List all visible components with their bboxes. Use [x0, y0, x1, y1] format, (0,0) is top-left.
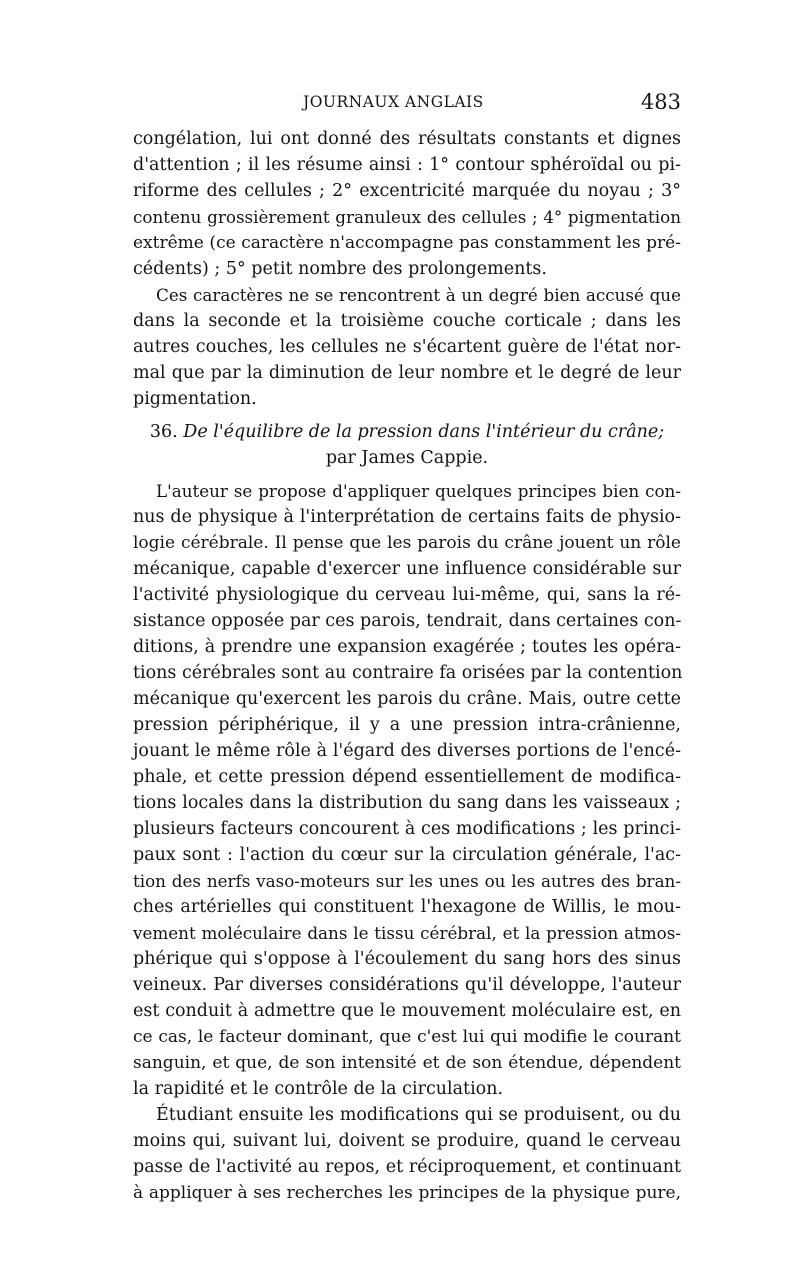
text-line: L'auteur se propose d'appliquer quelques principes bien con-	[156, 481, 681, 501]
text-line: ce cas, le facteur dominant, que c'est lui qui modifie le courant	[133, 1027, 681, 1047]
text-line: ches artérielles qui constituent l'hexagone de Willis, le mou-	[133, 897, 681, 917]
text-line: veineux. Par diverses considérations qu'il développe, l'auteur	[133, 975, 681, 995]
text-line: tion des nerfs vaso-moteurs sur les unes ou les autres des bran-	[133, 871, 681, 891]
text-line: riforme des cellules ; 2° excentricité marquée du noyau ; 3°	[133, 181, 681, 201]
text-line: dans la seconde et la troisième couche corticale ; dans les	[133, 311, 681, 331]
article-number: 36.	[149, 422, 178, 442]
text-line: plusieurs facteurs concourent à ces modifications ; les princi-	[133, 819, 681, 839]
text-line: tions locales dans la distribution du sang dans les vaisseaux ;	[133, 793, 681, 813]
text-line: la rapidité et le contrôle de la circulation.	[133, 1079, 504, 1099]
text-line: l'activité physiologique du cerveau lui-même, qui, sans la ré-	[133, 585, 681, 605]
text-line: extrême (ce caractère n'accompagne pas constamment les pré-	[133, 233, 681, 253]
text-line: est conduit à admettre que le mouvement moléculaire est, en	[133, 1001, 681, 1021]
page-number: 483	[640, 90, 681, 114]
text-line: congélation, lui ont donné des résultats constants et dignes	[133, 129, 681, 149]
text-line: pression périphérique, il y a une pression intra-crânienne,	[133, 715, 681, 735]
text-line: cédents) ; 5° petit nombre des prolongements.	[133, 259, 547, 279]
text-line: jouant le même rôle à l'égard des diverses portions de l'encé-	[133, 741, 681, 761]
text-line: Étudiant ensuite les modifications qui se produisent, ou du	[156, 1105, 681, 1125]
text-line: ditions, à prendre une expansion exagérée ; toutes les opéra-	[133, 637, 681, 657]
text-line: contenu grossièrement granuleux des cellules ; 4° pigmentation	[133, 207, 681, 227]
text-line: paux sont : l'action du cœur sur la circulation générale, l'ac-	[133, 845, 681, 865]
text-line: tions cérébrales sont au contraire fa orisées par la contention	[133, 663, 683, 683]
text-line: logie cérébrale. Il pense que les parois du crâne jouent un rôle	[133, 533, 681, 553]
article-author: par James Cappie.	[325, 448, 489, 468]
article-title-line	[133, 419, 681, 445]
text-line: sanguin, et que, de son intensité et de son étendue, dépendent	[133, 1053, 681, 1073]
running-head-title: JOURNAUX ANGLAIS	[303, 93, 484, 111]
text-line: passe de l'activité au repos, et réciproquement, et continuant	[133, 1157, 681, 1177]
text-line: pigmentation.	[133, 389, 257, 409]
text-line: mal que par la diminution de leur nombre et le degré de leur	[133, 363, 681, 383]
running-head	[133, 90, 681, 121]
text-line: d'attention ; il les résume ainsi : 1° contour sphéroïdal ou pi-	[133, 155, 681, 175]
text-line: vement moléculaire dans le tissu cérébral, et la pression atmos-	[133, 923, 681, 943]
text-line: phérique qui s'oppose à l'écoulement du sang hors des sinus	[133, 949, 681, 969]
text-line: sistance opposée par ces parois, tendrait, dans certaines con-	[133, 611, 682, 631]
text-line: Ces caractères ne se rencontrent à un degré bien accusé que	[156, 285, 681, 305]
article-title: De l'équilibre de la pression dans l'intérieur du crâne;	[183, 422, 665, 442]
text-line: nus de physique à l'interprétation de certains faits de physio-	[133, 507, 681, 527]
text-line: phale, et cette pression dépend essentiellement de modifica-	[133, 767, 681, 787]
text-line: à appliquer à ses recherches les principes de la physique pure,	[133, 1183, 681, 1203]
text-line: mécanique, capable d'exercer une influence considérable sur	[133, 559, 681, 579]
text-line: mécanique qu'exercent les parois du crâne. Mais, outre cette	[133, 689, 681, 709]
text-line: autres couches, les cellules ne s'écartent guère de l'état nor-	[133, 337, 681, 357]
text-line: moins qui, suivant lui, doivent se produire, quand le cerveau	[133, 1131, 681, 1151]
